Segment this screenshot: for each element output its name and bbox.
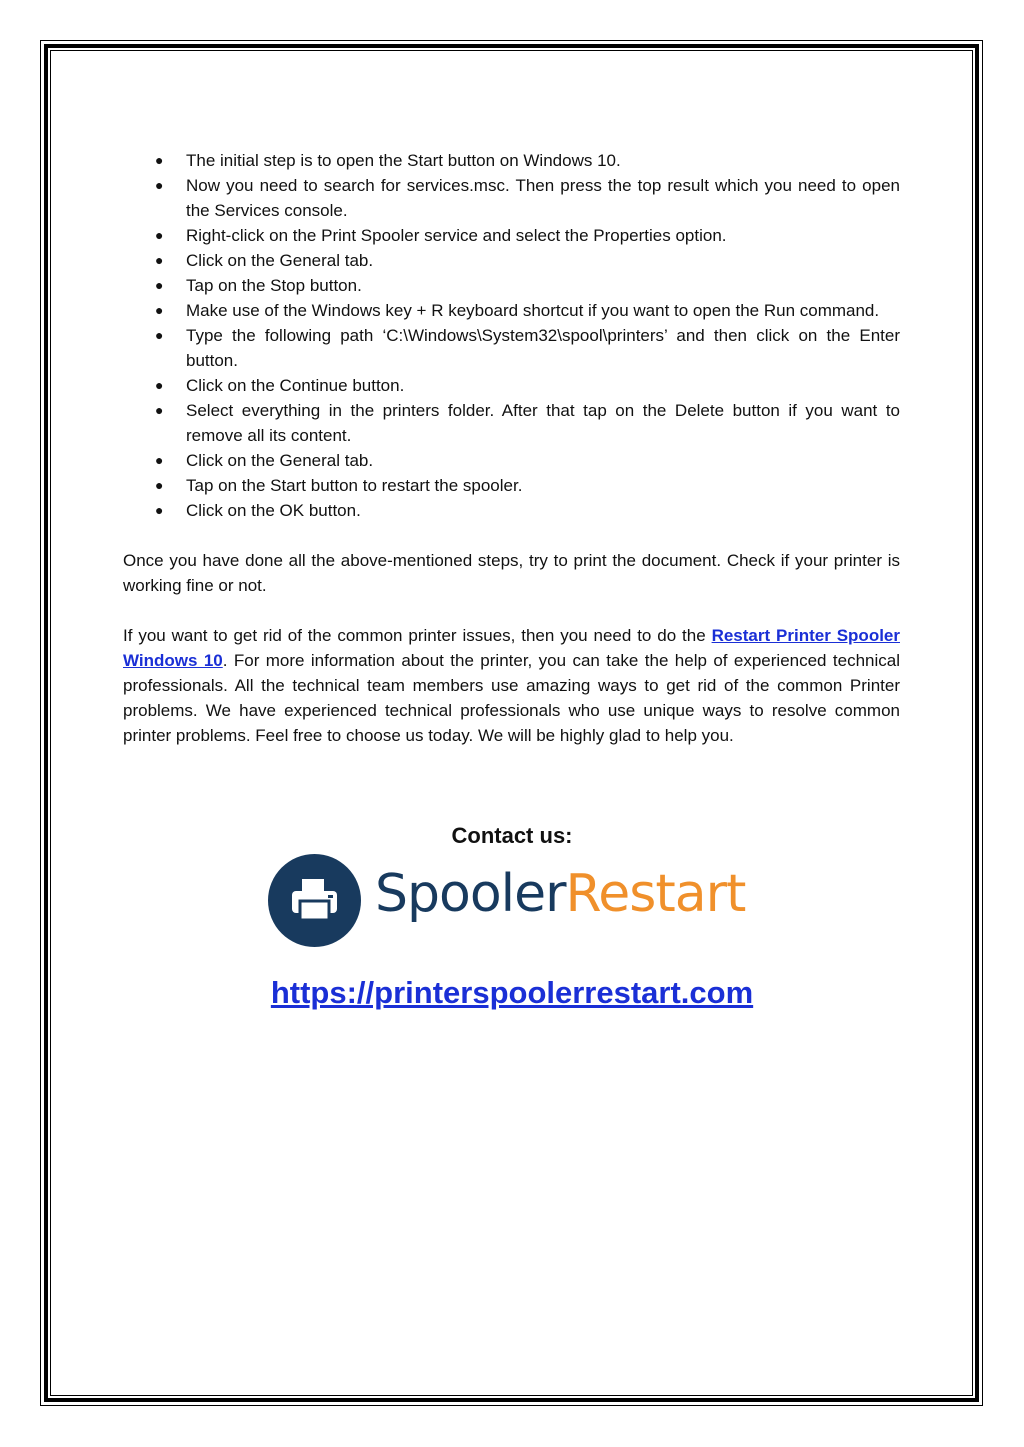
list-item: ● Click on the General tab. <box>123 248 900 273</box>
list-item: ● The initial step is to open the Start button on Windows 10. <box>123 148 900 173</box>
list-item: ● Right-click on the Print Spooler service and select the Properties option. <box>123 223 900 248</box>
bullet-icon: ● <box>155 252 164 268</box>
list-item: ● Tap on the Stop button. <box>123 273 900 298</box>
printer-icon <box>268 854 361 947</box>
document-body <box>123 148 900 748</box>
list-item: ● Tap on the Start button to restart the spooler. <box>123 473 900 498</box>
list-item: ● Click on the General tab. <box>123 448 900 473</box>
bullet-icon: ● <box>155 177 164 193</box>
logo-wordmark: SpoolerRestart <box>375 864 746 924</box>
website-link[interactable]: https://printerspoolerrestart.com <box>270 975 754 1010</box>
website-link-container <box>0 975 1024 1011</box>
summary-paragraph: Once you have done all the above-mentioned steps, try to print the document. Check if your printer is working fine or not. <box>123 551 900 595</box>
bullet-icon: ● <box>155 227 164 243</box>
bullet-icon: ● <box>155 277 164 293</box>
steps-list <box>123 148 900 523</box>
bullet-icon: ● <box>155 302 164 318</box>
restart-spooler-link[interactable]: Restart Printer Spooler Windows 10 <box>123 626 900 670</box>
bullet-icon: ● <box>155 377 164 393</box>
list-item: ● Select everything in the printers folder. After that tap on the Delete button if you want to remove all its content. <box>123 398 900 448</box>
bullet-icon: ● <box>155 477 164 493</box>
spooler-restart-logo <box>268 854 768 950</box>
info-paragraph: If you want to get rid of the common printer issues, then you need to do the Restart Printer Spooler Windows 10. For more information about the printer, you can take the help of experienced technical professionals. All the technical team members use amazing ways to get rid of the common Printer problems. We have experienced technical professionals who use unique ways to resolve common printer problems. Feel free to choose us today. We will be highly glad to help you. <box>123 626 900 745</box>
list-item: ● Make use of the Windows key + R keyboard shortcut if you want to open the Run command. <box>123 298 900 323</box>
bullet-icon: ● <box>155 452 164 468</box>
list-item: ● Now you need to search for services.msc. Then press the top result which you need to open the Services console. <box>123 173 900 223</box>
bullet-icon: ● <box>155 327 164 343</box>
bullet-icon: ● <box>155 152 164 168</box>
list-item: ● Click on the Continue button. <box>123 373 900 398</box>
contact-heading: Contact us: <box>451 823 573 848</box>
bullet-icon: ● <box>155 502 164 518</box>
bullet-icon: ● <box>155 402 164 418</box>
list-item: ● Click on the OK button. <box>123 498 900 523</box>
list-item: ● Type the following path ‘C:\Windows\System32\spool\printers’ and then click on the Enter button. <box>123 323 900 373</box>
